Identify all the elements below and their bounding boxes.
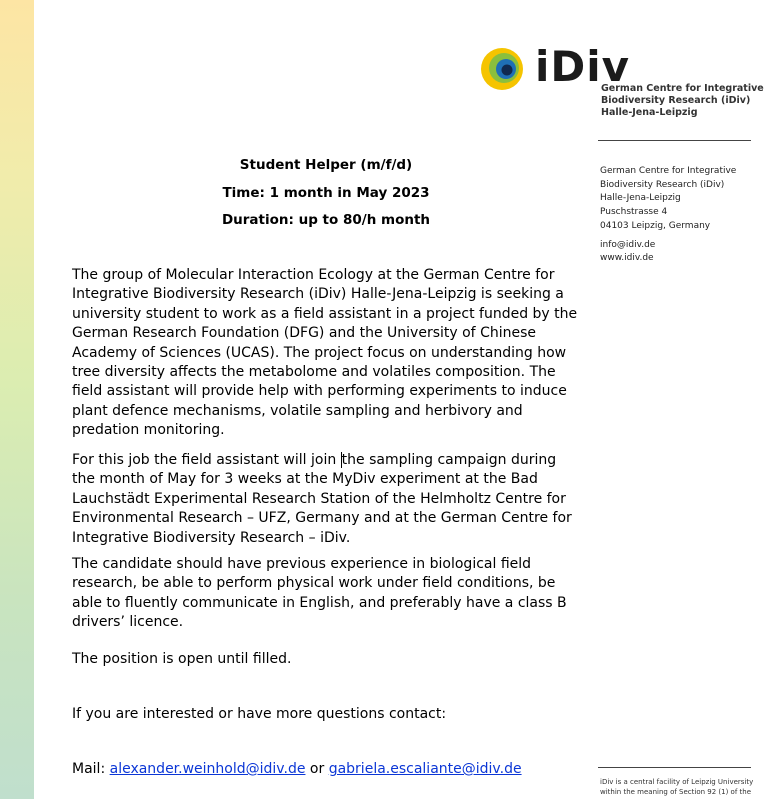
paragraph-campaign xyxy=(72,451,582,548)
sender-address xyxy=(600,165,770,266)
paragraph-contact: If you are interested or have more questions contact: xyxy=(72,706,447,722)
address-web: www.idiv.de xyxy=(600,253,654,264)
footer-line: within the meaning of Section 92 (1) of the xyxy=(600,788,752,796)
contact-mail-line xyxy=(72,760,582,779)
paragraph-position-open: The position is open until filled. xyxy=(72,651,292,667)
job-time: Time: 1 month in May 2023 xyxy=(222,185,430,201)
address-line: Biodiversity Research (iDiv) xyxy=(600,179,725,190)
address-line: 04103 Leipzig, Germany xyxy=(600,220,711,231)
email-link-weinhold[interactable]: alexander.weinhold@idiv.de xyxy=(109,761,306,777)
paragraph-campaign-start: For this job the field assistant will join xyxy=(72,452,341,468)
idiv-logo-mark-icon xyxy=(480,47,524,91)
address-email: info@idiv.de xyxy=(600,239,656,250)
idiv-logo xyxy=(480,42,764,127)
address-line: Halle-Jena-Leipzig xyxy=(600,193,681,204)
side-color-stripe xyxy=(0,0,34,799)
logo-wordmark: iDiv xyxy=(535,42,631,91)
logo-subtitle-line: Biodiversity Research (iDiv) xyxy=(601,95,751,106)
logo-subtitle-line: Halle-Jena-Leipzig xyxy=(601,107,698,118)
paragraph-intro: The group of Molecular Interaction Ecology at the German Centre for Integrative Biodiversity Research (iDiv) Halle-Jena-Leipzig is seeking a university student to work as a field assistant in a project funded by the German Research Foundation (DFG) and the University of Chinese Academy of Sciences (UCAS). The project focus on understanding how tree diversity affects the metabolome and volatiles composition. The field assistant will provide help with performing experiments to induce plant defence mechanisms, volatile sampling and herbivory and predation monitoring. xyxy=(72,267,578,439)
paragraph-campaign-end: the sampling campaign during the month of May for 3 weeks at the MyDiv experiment at the Bad Lauchstädt Experimental Research Station of the Helmholtz Centre for Environmental Research – UFZ, Germany and at the German Centre for Integrative Biodiversity Research – iDiv. xyxy=(72,452,572,546)
address-line: German Centre for Integrative xyxy=(600,166,737,176)
footer-divider xyxy=(598,767,751,768)
paragraph-requirements: The candidate should have previous experience in biological field research, be able to perform physical work under field conditions, be able to fluently communicate in English, and preferably have a class B drivers’ licence. xyxy=(72,556,567,631)
job-title: Student Helper (m/f/d) xyxy=(239,157,413,173)
footer-note xyxy=(600,777,760,797)
address-line: Puschstrasse 4 xyxy=(600,207,668,218)
logo-subtitle xyxy=(601,83,764,119)
mail-or: or xyxy=(305,761,329,777)
email-link-escaliante[interactable]: gabriela.escaliante@idiv.de xyxy=(328,761,522,777)
logo-subtitle-line: German Centre for Integrative xyxy=(601,83,764,94)
header-divider xyxy=(598,140,751,141)
job-duration: Duration: up to 80/h month xyxy=(221,212,431,228)
footer-line: iDiv is a central facility of Leipzig University xyxy=(600,778,754,786)
mail-label: Mail: xyxy=(72,761,110,777)
